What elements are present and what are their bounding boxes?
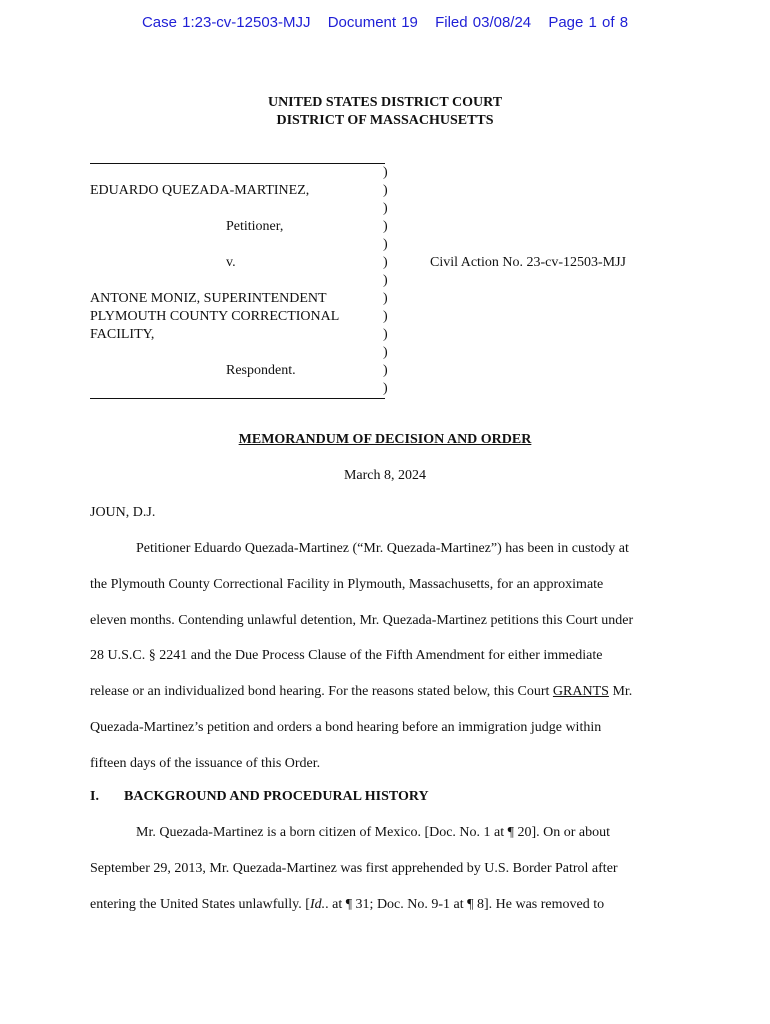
background-line: Mr. Quezada-Martinez is a born citizen of Mexico. [Doc. No. 1 at ¶ 20]. On or about — [136, 825, 611, 840]
civil-action-number: Civil Action No. 23-cv-12503-MJJ — [430, 255, 626, 270]
background-paragraph — [90, 815, 690, 922]
paren: ) — [383, 255, 388, 270]
intro-line: fifteen days of the issuance of this Order. — [90, 755, 321, 771]
paren: ) — [383, 165, 388, 180]
respondent-line-2: PLYMOUTH COUNTY CORRECTIONAL — [90, 309, 340, 324]
respondent-line-3: FACILITY, — [90, 327, 155, 342]
paren: ) — [383, 291, 388, 306]
background-line-with-cite — [90, 887, 690, 923]
intro-line: Petitioner Eduardo Quezada-Martinez (“Mr. Quezada-Martinez”) has been in custody at — [136, 541, 629, 556]
intro-line-with-grants — [90, 674, 690, 710]
paren: ) — [383, 183, 388, 198]
page-indicator: Page 1 of 8 — [548, 14, 629, 31]
case-number: Case 1:23-cv-12503-MJJ — [141, 14, 311, 31]
background-line: September 29, 2013, Mr. Quezada-Martinez was first apprehended by U.S. Border Patrol after — [90, 860, 618, 876]
caption-parentheses — [383, 164, 388, 398]
paren: ) — [383, 201, 388, 216]
respondent-line-1: ANTONE MONIZ, SUPERINTENDENT — [90, 291, 327, 306]
intro-line: the Plymouth County Correctional Facility in Plymouth, Massachusetts, for an approximate — [90, 576, 604, 592]
petitioner-label: Petitioner, — [226, 219, 284, 234]
caption-bottom-rule — [90, 398, 385, 399]
background-line-text: entering the United States unlawfully. [ — [90, 896, 310, 912]
versus: v. — [226, 255, 236, 270]
paren: ) — [383, 327, 388, 342]
section-number: I. — [90, 789, 99, 804]
paren: ) — [383, 381, 388, 396]
intro-line: Quezada-Martinez’s petition and orders a bond hearing before an immigration judge within — [90, 719, 602, 735]
respondent-label: Respondent. — [226, 363, 296, 378]
case-header-stamp — [0, 14, 770, 31]
intro-line-text: release or an individualized bond hearing. For the reasons stated below, this Court — [90, 684, 550, 700]
decision-date: March 8, 2024 — [343, 468, 427, 483]
intro-paragraph — [90, 531, 690, 782]
section-title: BACKGROUND AND PROCEDURAL HISTORY — [124, 789, 429, 804]
court-line-1: UNITED STATES DISTRICT COURT — [267, 95, 503, 110]
section-heading — [90, 789, 429, 805]
judge-signature: JOUN, D.J. — [90, 505, 156, 520]
court-name — [0, 94, 770, 130]
memorandum-title: MEMORANDUM OF DECISION AND ORDER — [238, 432, 532, 447]
filed-date: Filed 03/08/24 — [435, 14, 532, 31]
paren: ) — [383, 309, 388, 324]
petitioner-name: EDUARDO QUEZADA-MARTINEZ, — [90, 183, 310, 198]
paren: ) — [383, 363, 388, 378]
grants-emphasis: GRANTS — [552, 684, 609, 700]
paren: ) — [383, 273, 388, 288]
intro-line: 28 U.S.C. § 2241 and the Due Process Clause of the Fifth Amendment for either immediate — [90, 648, 603, 664]
paren: ) — [383, 219, 388, 234]
caption-top-rule — [90, 163, 385, 164]
document-number: Document 19 — [327, 14, 418, 31]
intro-line: eleven months. Contending unlawful detention, Mr. Quezada-Martinez petitions this Court under — [90, 612, 634, 628]
background-line-tail: . at ¶ 31; Doc. No. 9-1 at ¶ 8]. He was removed to — [325, 896, 605, 912]
court-line-2: DISTRICT OF MASSACHUSETTS — [276, 113, 494, 128]
paren: ) — [383, 345, 388, 360]
id-citation: Id. — [309, 896, 326, 912]
paren: ) — [383, 237, 388, 252]
intro-line-tail: Mr. — [608, 684, 633, 700]
